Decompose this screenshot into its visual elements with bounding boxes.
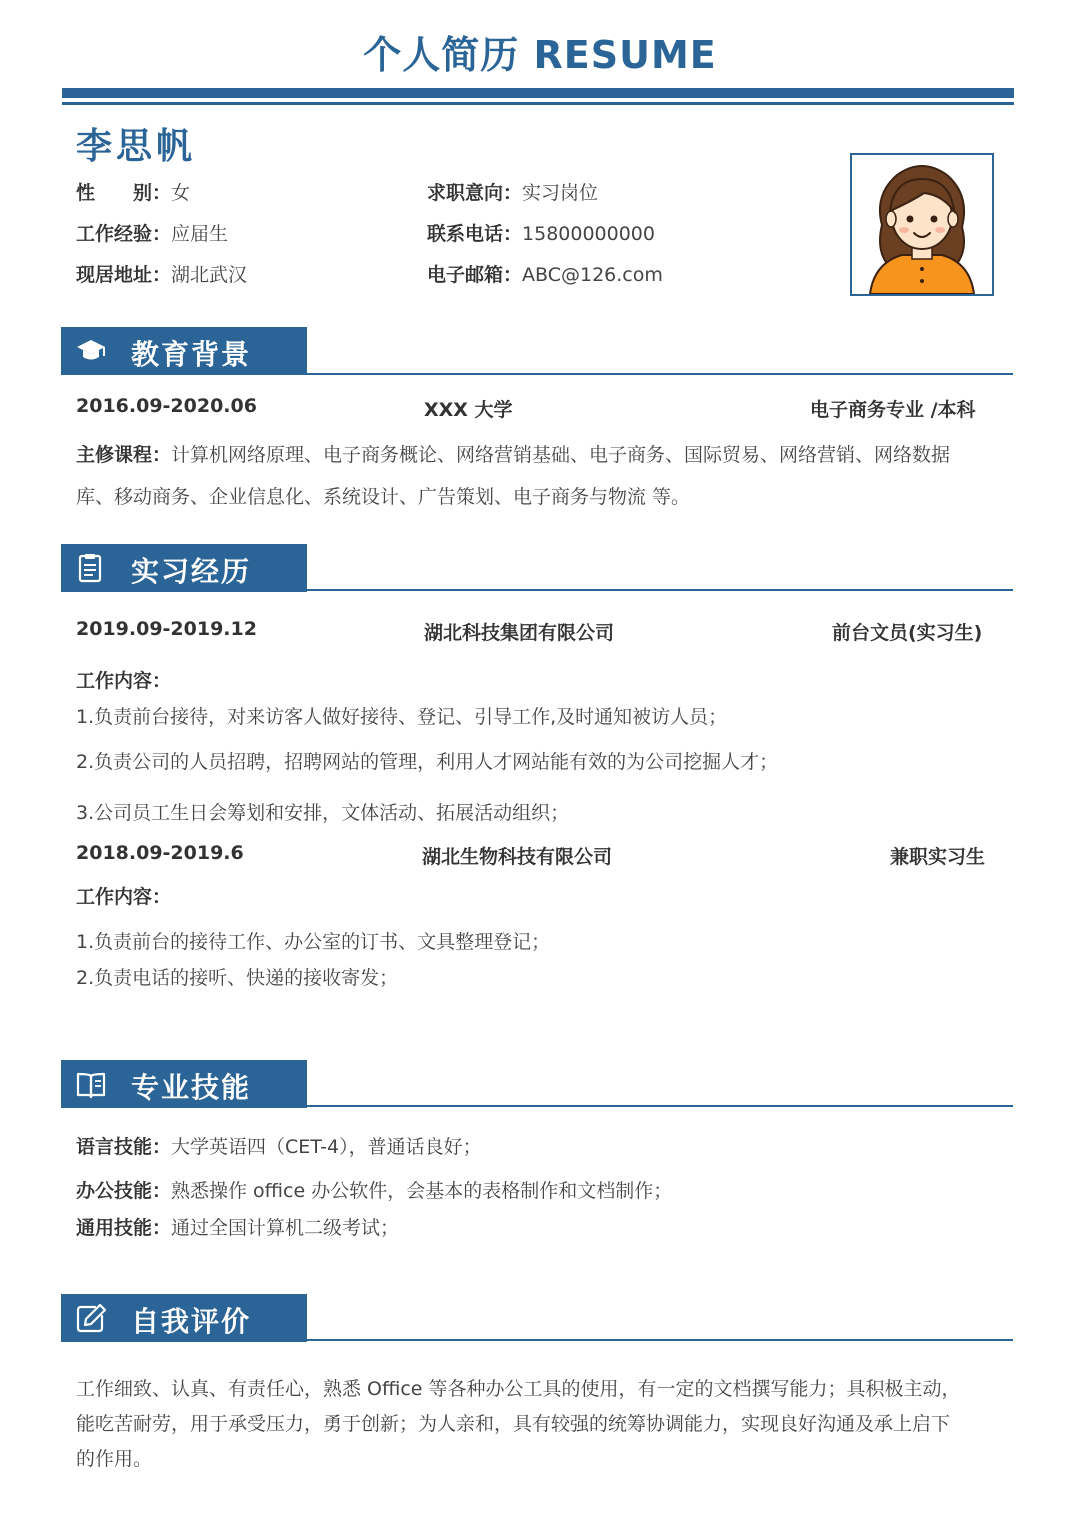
email-row (427, 260, 663, 287)
education-courses-line2: 库、移动商务、企业信息化、系统设计、广告策划、电子商务与物流 等。 (76, 486, 691, 508)
section-skills-header (61, 1060, 307, 1108)
skill-language-label: 语言技能： (76, 1136, 172, 1158)
section-education-title: 教育背景 (131, 338, 252, 371)
title-divider-thin (62, 102, 1014, 105)
section-self-eval-divider (61, 1339, 1013, 1341)
job-1-item-3: 3.公司员工生日会筹划和安排，文体活动、拓展活动组织； (76, 802, 570, 824)
job-2-company: 湖北生物科技有限公司 (422, 846, 613, 868)
experience-label: 工作经验： (76, 223, 172, 245)
job-2-content-label: 工作内容： (76, 886, 172, 908)
address-row (76, 260, 247, 287)
courses-text-1: 计算机网络原理、电子商务概论、网络营销基础、电子商务、国际贸易、网络营销、网络数据 (171, 444, 951, 466)
courses-label: 主修课程： (76, 444, 172, 466)
gender-row (76, 178, 190, 205)
section-self-eval-header (61, 1294, 307, 1342)
section-skills-divider (61, 1105, 1013, 1107)
avatar-illustration (852, 155, 992, 294)
skill-general-label: 通用技能： (76, 1217, 172, 1239)
gender-label: 性 别： (76, 182, 172, 204)
intention-row (427, 178, 598, 205)
education-major: 电子商务专业 /本科 (810, 399, 976, 421)
section-skills-title: 专业技能 (131, 1071, 252, 1104)
section-education-header (61, 327, 307, 375)
job-1-content-label: 工作内容： (76, 670, 172, 692)
job-1-item-1: 1.负责前台接待，对来访客人做好接待、登记、引导工作,及时通知被访人员； (76, 706, 728, 728)
graduation-cap-icon (75, 336, 107, 366)
phone-row (427, 219, 655, 246)
intention-value: 实习岗位 (522, 182, 599, 204)
job-2-item-1: 1.负责前台的接待工作、办公室的订书、文具整理登记； (76, 931, 551, 953)
email-value: ABC@126.com (522, 264, 663, 286)
skill-office (76, 1176, 672, 1203)
title-divider-thick (62, 88, 1014, 98)
address-value: 湖北武汉 (171, 264, 248, 286)
self-eval-line-3: 的作用。 (76, 1448, 153, 1470)
self-eval-line-1: 工作细致、认真、有责任心，熟悉 Office 等各种办公工具的使用，有一定的文档撰写能力；具积极主动， (76, 1378, 961, 1400)
education-period: 2016.09-2020.06 (76, 395, 257, 417)
experience-value: 应届生 (171, 223, 229, 245)
avatar (850, 153, 994, 296)
skill-general (76, 1213, 399, 1240)
candidate-name: 李思帆 (76, 126, 197, 167)
section-internship-divider (61, 589, 1013, 591)
intention-label: 求职意向： (427, 182, 523, 204)
job-2-role: 兼职实习生 (890, 846, 986, 868)
skill-language (76, 1132, 482, 1159)
job-1-company: 湖北科技集团有限公司 (424, 622, 615, 644)
job-1-item-2: 2.负责公司的人员招聘，招聘网站的管理，利用人才网站能有效的为公司挖掘人才； (76, 751, 779, 773)
edit-icon (75, 1303, 107, 1333)
experience-row (76, 219, 228, 246)
book-icon (75, 1069, 107, 1099)
education-school: XXX 大学 (424, 399, 513, 421)
gender-value: 女 (171, 182, 191, 204)
education-courses-line1 (76, 440, 950, 467)
phone-value: 15800000000 (522, 223, 655, 245)
skill-general-value: 通过全国计算机二级考试； (171, 1217, 400, 1239)
phone-label: 联系电话： (427, 223, 523, 245)
page-title: 个人简历 RESUME (363, 33, 717, 77)
job-2-item-2: 2.负责电话的接听、快递的接收寄发； (76, 967, 399, 989)
job-1-role: 前台文员(实习生) (832, 622, 983, 644)
clipboard-icon (75, 553, 107, 583)
section-self-eval-title: 自我评价 (131, 1305, 252, 1338)
self-eval-line-2: 能吃苦耐劳，用于承受压力，勇于创新；为人亲和，具有较强的统筹协调能力，实现良好沟通及承上启下 (76, 1413, 951, 1435)
section-internship-title: 实习经历 (131, 555, 252, 588)
skill-office-label: 办公技能： (76, 1180, 172, 1202)
job-1-period: 2019.09-2019.12 (76, 618, 257, 640)
email-label: 电子邮箱： (427, 264, 523, 286)
skill-language-value: 大学英语四（CET-4），普通话良好； (171, 1136, 482, 1158)
skill-office-value: 熟悉操作 office 办公软件，会基本的表格制作和文档制作； (171, 1180, 673, 1202)
address-label: 现居地址： (76, 264, 172, 286)
job-2-period: 2018.09-2019.6 (76, 842, 244, 864)
section-internship-header (61, 544, 307, 592)
section-education-divider (61, 373, 1013, 375)
